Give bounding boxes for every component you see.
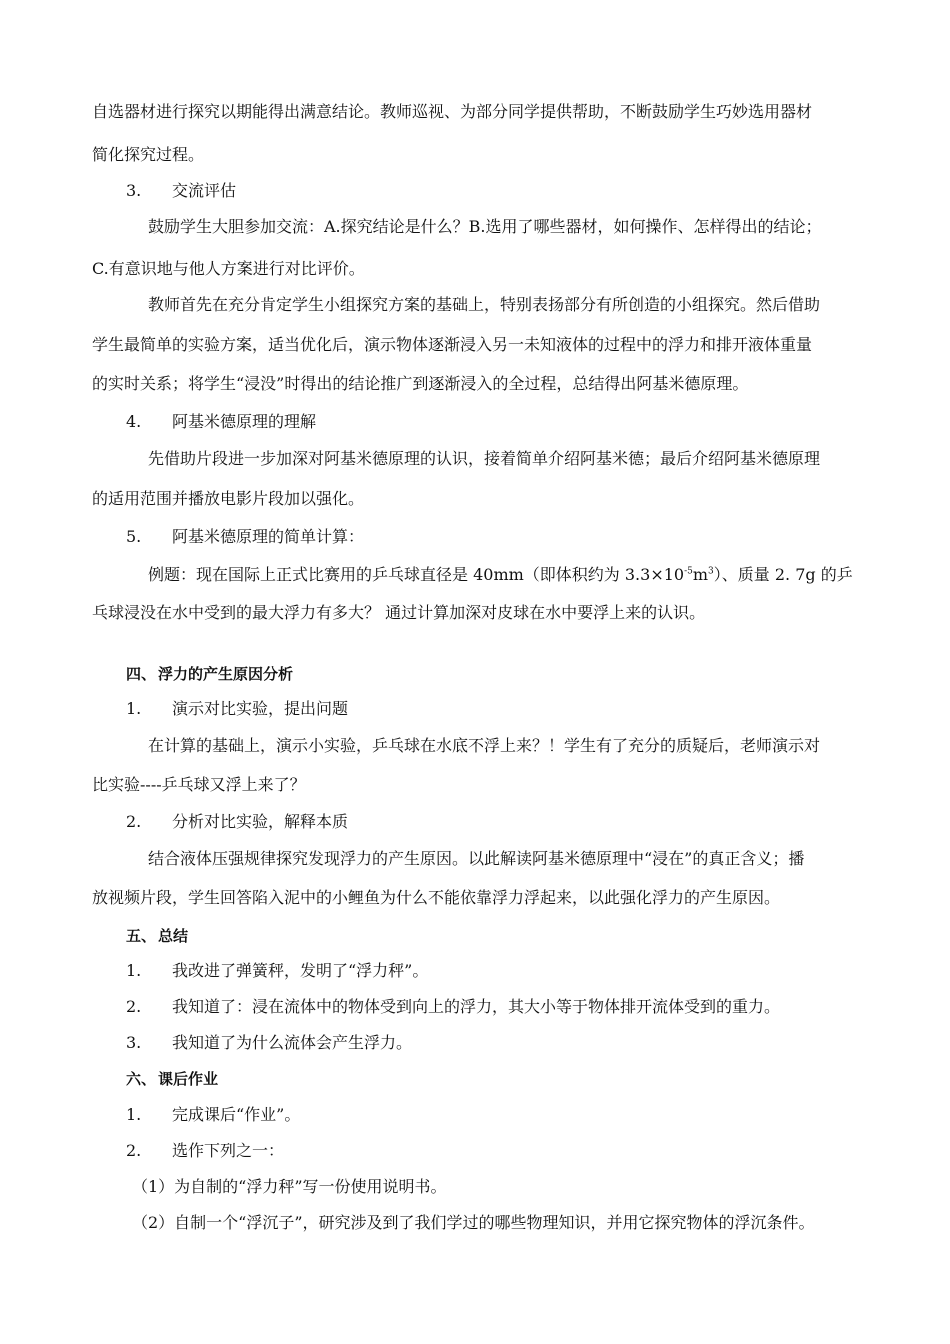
item-number: 2.	[126, 1141, 142, 1160]
item-text: 我改进了弹簧秤，发明了“浮力秤”。	[172, 961, 429, 980]
paragraph-line: 乓球浸没在水中受到的最大浮力有多大？ 通过计算加深对皮球在水中要浮上来的认识。	[92, 603, 706, 622]
subitem-heading	[126, 698, 862, 720]
exponent: -5	[684, 566, 693, 577]
item-number: 4.	[126, 412, 142, 431]
section-title: 课后作业	[158, 1070, 219, 1088]
section-heading-5	[126, 925, 896, 947]
item-title: 演示对比实验，提出问题	[172, 699, 349, 718]
item-text: 选作下列之一：	[172, 1141, 285, 1160]
example-text: 例题：现在国际上正式比赛用的乒乓球直径是 40mm（即体积约为 3.3×10	[148, 565, 685, 584]
item-title: 分析对比实验，解释本质	[172, 812, 349, 831]
section-title: 浮力的产生原因分析	[158, 665, 294, 683]
item-number: 2.	[126, 997, 142, 1016]
item-4-heading	[126, 411, 862, 433]
paragraph-line: 先借助片段进一步加深对阿基米德原理的认识，接着简单介绍阿基米德；最后介绍阿基米德原理	[148, 449, 821, 468]
homework-option: （1）为自制的“浮力秤”写一份使用说明书。	[132, 1177, 447, 1196]
subitem-heading	[126, 811, 862, 833]
paragraph-line: C.有意识地与他人方案进行对比评价。	[92, 259, 365, 278]
item-text: 完成课后“作业”。	[172, 1105, 301, 1124]
paragraph-line: 简化探究过程。	[92, 145, 205, 164]
item-number: 1.	[126, 961, 142, 980]
item-text: 我知道了：浸在流体中的物体受到向上的浮力，其大小等于物体排开流体受到的重力。	[172, 997, 781, 1016]
item-number: 1.	[126, 1105, 142, 1124]
section-title: 总结	[158, 927, 189, 945]
item-number: 1.	[126, 699, 142, 718]
section-number: 五、	[126, 927, 157, 945]
paragraph-line: 鼓励学生大胆参加交流：A.探究结论是什么？B.选用了哪些器材，如何操作、怎样得出的结论；	[148, 217, 822, 236]
homework-item	[126, 1140, 862, 1162]
item-3-heading	[126, 180, 862, 202]
homework-option: （2）自制一个“浮沉子”，研究涉及到了我们学过的哪些物理知识，并用它探究物体的浮沉条件。	[132, 1213, 815, 1232]
paragraph-line: 的适用范围并播放电影片段加以强化。	[92, 489, 365, 508]
summary-item	[126, 1032, 862, 1054]
unit: m	[692, 565, 709, 584]
exponent: 3	[708, 566, 714, 577]
section-number: 四、	[126, 665, 157, 683]
item-title: 阿基米德原理的简单计算：	[172, 527, 365, 546]
paragraph-line: 比实验----乒乓球又浮上来了？	[92, 775, 306, 794]
example-text: ）、质量 2. 7g 的乒	[713, 565, 853, 584]
example-line	[148, 564, 862, 586]
paragraph-line: 教师首先在充分肯定学生小组探究方案的基础上，特别表扬部分有所创造的小组探究。然后借助	[148, 295, 821, 314]
homework-item	[126, 1104, 862, 1126]
paragraph-line: 的实时关系；将学生“浸没”时得出的结论推广到逐渐浸入的全过程，总结得出阿基米德原理。	[92, 374, 749, 393]
item-number: 5.	[126, 527, 142, 546]
section-number: 六、	[126, 1070, 157, 1088]
paragraph-line: 在计算的基础上，演示小实验，乒乓球在水底不浮上来？！学生有了充分的质疑后，老师演示对	[148, 736, 821, 755]
section-heading-6	[126, 1068, 896, 1090]
summary-item	[126, 996, 862, 1018]
item-number: 3.	[126, 181, 142, 200]
item-text: 我知道了为什么流体会产生浮力。	[172, 1033, 413, 1052]
item-title: 交流评估	[172, 181, 237, 200]
item-number: 2.	[126, 812, 142, 831]
paragraph-line: 学生最简单的实验方案，适当优化后，演示物体逐渐浸入另一未知液体的过程中的浮力和排开液体重量	[92, 335, 813, 354]
paragraph-line: 结合液体压强规律探究发现浮力的产生原因。以此解读阿基米德原理中“浸在”的真正含义；播	[148, 849, 805, 868]
item-title: 阿基米德原理的理解	[172, 412, 317, 431]
paragraph-line: 自选器材进行探究以期能得出满意结论。教师巡视、为部分同学提供帮助，不断鼓励学生巧妙选用器材	[92, 102, 813, 121]
item-number: 3.	[126, 1033, 142, 1052]
section-heading-4	[126, 663, 896, 685]
paragraph-line: 放视频片段，学生回答陷入泥中的小鲤鱼为什么不能依靠浮力浮起来，以此强化浮力的产生原因。	[92, 888, 781, 907]
summary-item	[126, 960, 862, 982]
item-5-heading	[126, 526, 862, 548]
